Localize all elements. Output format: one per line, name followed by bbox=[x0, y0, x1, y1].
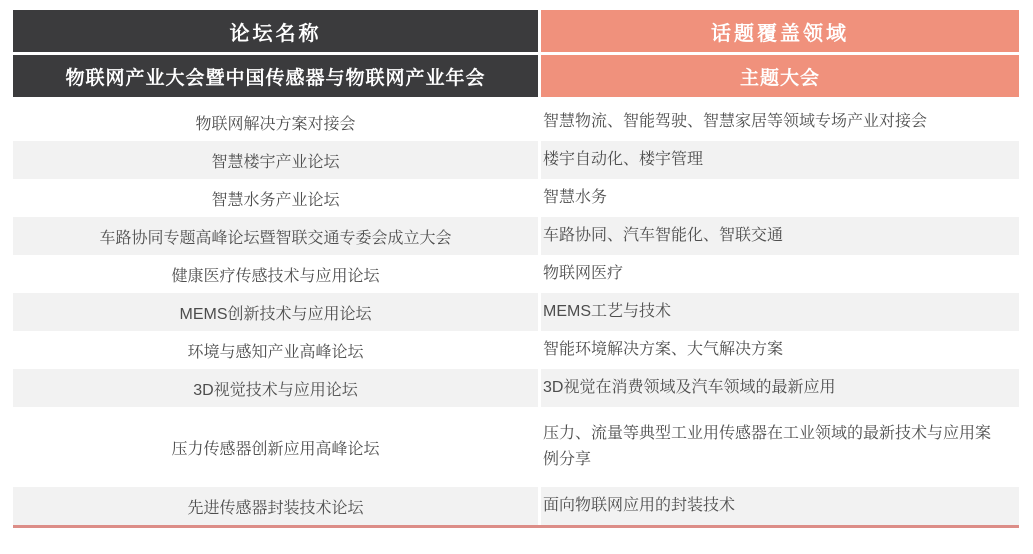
topics-cell: 车路协同、汽车智能化、智联交通 bbox=[541, 217, 1019, 255]
topics-cell: 面向物联网应用的封装技术 bbox=[541, 487, 1019, 525]
forum-name-cell: 先进传感器封装技术论坛 bbox=[13, 487, 538, 525]
column-header-forum: 论坛名称 bbox=[13, 10, 538, 52]
subheader-row bbox=[13, 55, 1019, 97]
topics-cell: 压力、流量等典型工业用传感器在工业领域的最新技术与应用案例分享 bbox=[541, 407, 1019, 487]
table-row bbox=[13, 331, 1019, 369]
forum-topics-table bbox=[13, 10, 1019, 528]
table-row bbox=[13, 141, 1019, 179]
forum-name-cell: 环境与感知产业高峰论坛 bbox=[13, 331, 538, 369]
forum-name-cell: 3D视觉技术与应用论坛 bbox=[13, 369, 538, 407]
forum-name-cell: 车路协同专题高峰论坛暨智联交通专委会成立大会 bbox=[13, 217, 538, 255]
bottom-accent-rule bbox=[13, 525, 1019, 528]
topics-cell: MEMS工艺与技术 bbox=[541, 293, 1019, 331]
column-header-topics: 话题覆盖领域 bbox=[541, 10, 1019, 52]
forum-name-cell: 健康医疗传感技术与应用论坛 bbox=[13, 255, 538, 293]
table-row bbox=[13, 369, 1019, 407]
column-header-row bbox=[13, 10, 1019, 52]
table-body bbox=[13, 97, 1019, 525]
topics-cell: 智慧水务 bbox=[541, 179, 1019, 217]
topics-cell: 智能环境解决方案、大气解决方案 bbox=[541, 331, 1019, 369]
table-row bbox=[13, 487, 1019, 525]
table-row bbox=[13, 103, 1019, 141]
topics-cell: 3D视觉在消费领域及汽车领域的最新应用 bbox=[541, 369, 1019, 407]
subheader-topics: 主题大会 bbox=[541, 55, 1019, 97]
table-row bbox=[13, 407, 1019, 487]
table-row bbox=[13, 293, 1019, 331]
forum-name-cell: 压力传感器创新应用高峰论坛 bbox=[13, 407, 538, 487]
forum-name-cell: MEMS创新技术与应用论坛 bbox=[13, 293, 538, 331]
table-row bbox=[13, 255, 1019, 293]
forum-name-cell: 物联网解决方案对接会 bbox=[13, 103, 538, 141]
table-row bbox=[13, 217, 1019, 255]
topics-cell: 楼宇自动化、楼宇管理 bbox=[541, 141, 1019, 179]
forum-name-cell: 智慧水务产业论坛 bbox=[13, 179, 538, 217]
subheader-forum: 物联网产业大会暨中国传感器与物联网产业年会 bbox=[13, 55, 538, 97]
forum-name-cell: 智慧楼宇产业论坛 bbox=[13, 141, 538, 179]
topics-cell: 智慧物流、智能驾驶、智慧家居等领域专场产业对接会 bbox=[541, 103, 1019, 141]
table-row bbox=[13, 179, 1019, 217]
topics-cell: 物联网医疗 bbox=[541, 255, 1019, 293]
